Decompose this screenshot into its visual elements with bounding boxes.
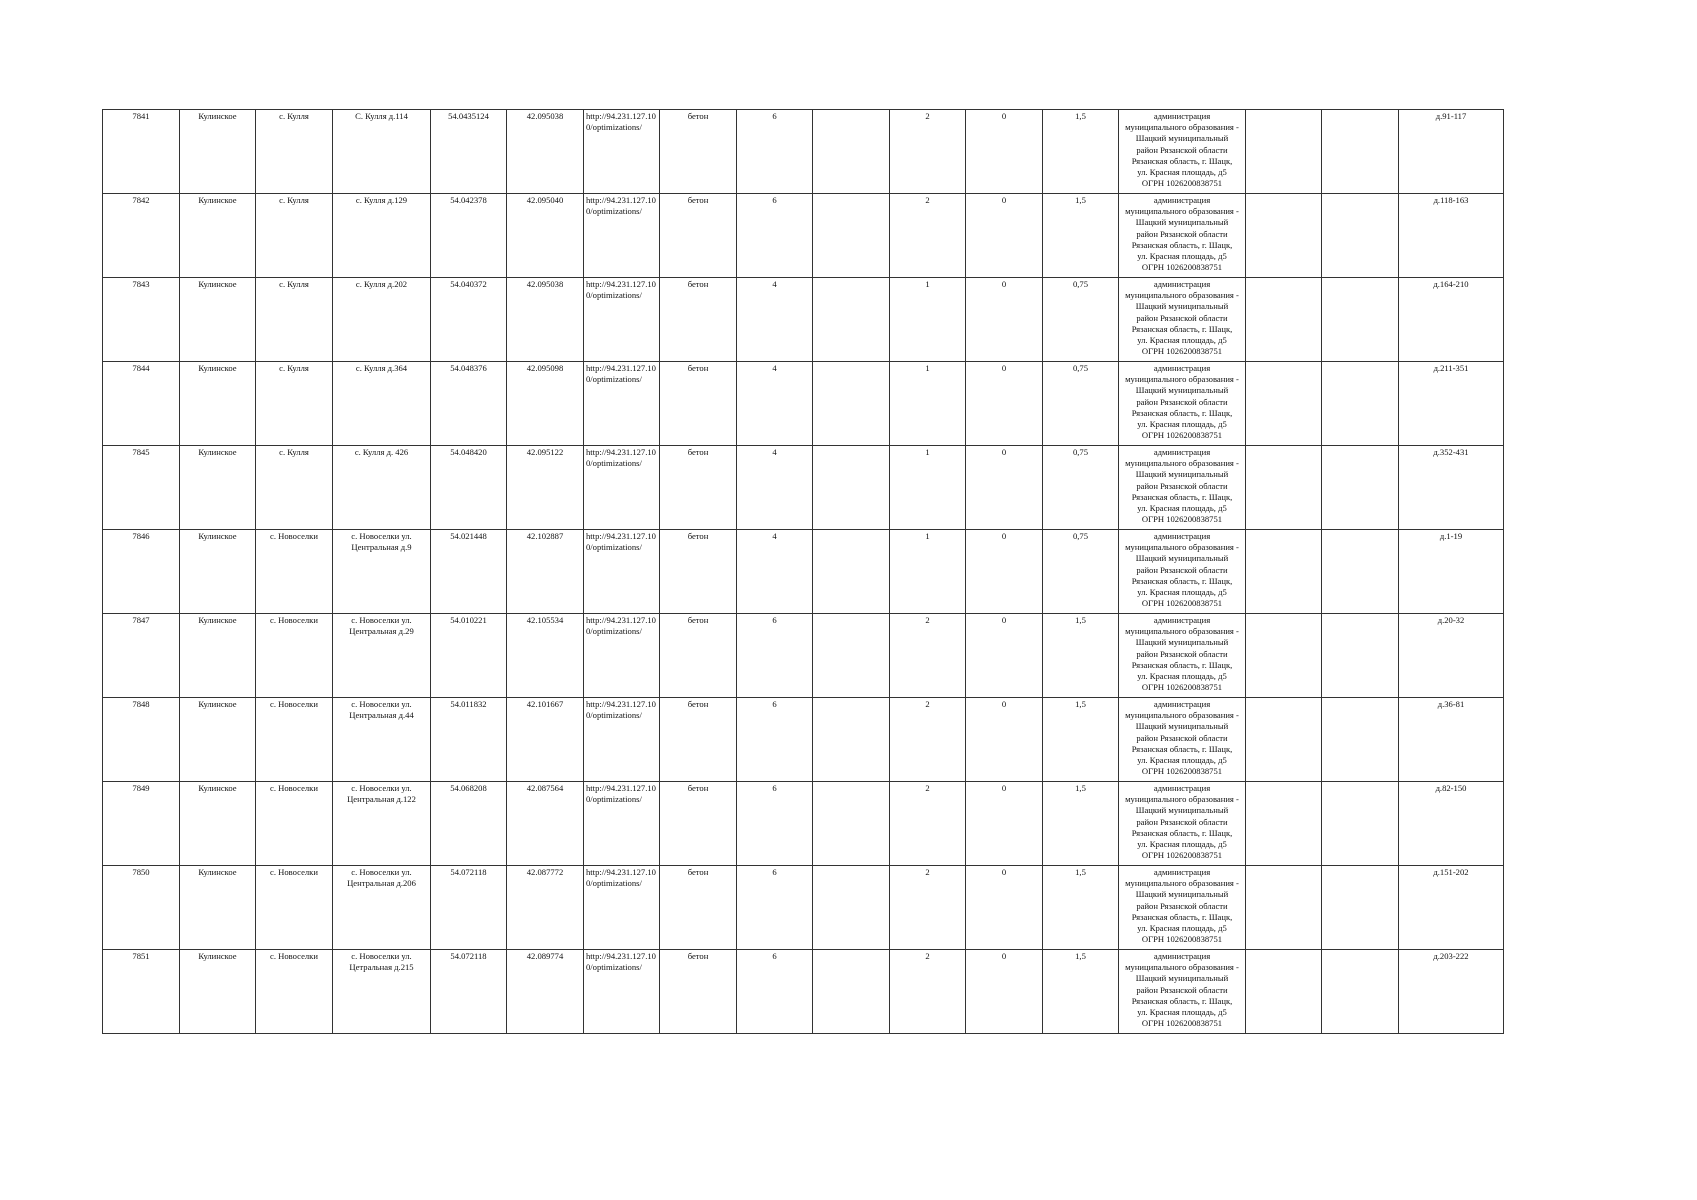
table-row <box>103 866 1504 950</box>
surface-type-cell: бетон <box>660 866 737 950</box>
surface-type-cell: бетон <box>660 278 737 362</box>
container-volume-cell: 1,5 <box>1043 698 1119 782</box>
map-link-cell: http://94.231.127.10 0/optimizations/ <box>584 950 660 1034</box>
record-id-cell: 7843 <box>103 278 180 362</box>
latitude-cell: 54.048420 <box>431 446 507 530</box>
record-id-cell: 7851 <box>103 950 180 1034</box>
surface-type-cell: бетон <box>660 446 737 530</box>
village-cell: с. Новоселки <box>256 950 333 1034</box>
record-id-cell: 7842 <box>103 194 180 278</box>
site-area-cell: 6 <box>737 194 813 278</box>
table-row <box>103 614 1504 698</box>
empty-cell <box>1322 530 1399 614</box>
owner-info-cell: администрация муниципального образования - Шацкий муниципальный район Рязанской области Рязанская область, г. Шацк, ул. Красная площадь, д5 ОГРН 1026200838751 <box>1119 950 1246 1034</box>
empty-cell <box>1246 194 1322 278</box>
container-volume-cell: 1,5 <box>1043 782 1119 866</box>
container-count-cell: 2 <box>890 110 966 194</box>
container-count-cell: 2 <box>890 194 966 278</box>
container-count-cell: 2 <box>890 782 966 866</box>
site-area-cell: 6 <box>737 110 813 194</box>
address-cell: с. Кулля д.364 <box>333 362 431 446</box>
surface-type-cell: бетон <box>660 614 737 698</box>
village-cell: с. Новоселки <box>256 866 333 950</box>
address-cell: с. Новоселки ул. Центральная д.206 <box>333 866 431 950</box>
empty-cell <box>813 782 890 866</box>
empty-cell <box>1322 278 1399 362</box>
surface-type-cell: бетон <box>660 950 737 1034</box>
empty-cell <box>1246 446 1322 530</box>
empty-cell <box>1246 110 1322 194</box>
village-cell: с. Кулля <box>256 446 333 530</box>
owner-info-cell: администрация муниципального образования - Шацкий муниципальный район Рязанской области Рязанская область, г. Шацк, ул. Красная площадь, д5 ОГРН 1026200838751 <box>1119 782 1246 866</box>
address-cell: с. Новоселки ул. Центральная д.122 <box>333 782 431 866</box>
latitude-cell: 54.021448 <box>431 530 507 614</box>
map-link-cell: http://94.231.127.10 0/optimizations/ <box>584 698 660 782</box>
map-link-cell: http://94.231.127.10 0/optimizations/ <box>584 866 660 950</box>
map-link-cell: http://94.231.127.10 0/optimizations/ <box>584 530 660 614</box>
site-area-cell: 6 <box>737 698 813 782</box>
served-houses-cell: д.211-351 <box>1399 362 1504 446</box>
table-row <box>103 362 1504 446</box>
empty-cell <box>1246 362 1322 446</box>
empty-cell <box>1322 110 1399 194</box>
owner-info-cell: администрация муниципального образования - Шацкий муниципальный район Рязанской области Рязанская область, г. Шацк, ул. Красная площадь, д5 ОГРН 1026200838751 <box>1119 194 1246 278</box>
container-volume-cell: 1,5 <box>1043 194 1119 278</box>
longitude-cell: 42.095098 <box>507 362 584 446</box>
settlement-cell: Кулинское <box>180 530 256 614</box>
zero-count-cell: 0 <box>966 614 1043 698</box>
container-volume-cell: 0,75 <box>1043 530 1119 614</box>
longitude-cell: 42.105534 <box>507 614 584 698</box>
site-area-cell: 6 <box>737 950 813 1034</box>
address-cell: с. Новоселки ул. Центральная д.29 <box>333 614 431 698</box>
site-area-cell: 4 <box>737 278 813 362</box>
settlement-cell: Кулинское <box>180 446 256 530</box>
longitude-cell: 42.087772 <box>507 866 584 950</box>
container-count-cell: 2 <box>890 866 966 950</box>
address-cell: с. Кулля д.202 <box>333 278 431 362</box>
empty-cell <box>813 866 890 950</box>
empty-cell <box>1246 782 1322 866</box>
zero-count-cell: 0 <box>966 110 1043 194</box>
longitude-cell: 42.095122 <box>507 446 584 530</box>
empty-cell <box>1322 698 1399 782</box>
empty-cell <box>1322 194 1399 278</box>
container-volume-cell: 1,5 <box>1043 110 1119 194</box>
zero-count-cell: 0 <box>966 866 1043 950</box>
address-cell: с. Новоселки ул. Цетральная д.215 <box>333 950 431 1034</box>
longitude-cell: 42.095040 <box>507 194 584 278</box>
table-row <box>103 698 1504 782</box>
record-id-cell: 7847 <box>103 614 180 698</box>
owner-info-cell: администрация муниципального образования - Шацкий муниципальный район Рязанской области Рязанская область, г. Шацк, ул. Красная площадь, д5 ОГРН 1026200838751 <box>1119 110 1246 194</box>
served-houses-cell: д.151-202 <box>1399 866 1504 950</box>
site-area-cell: 4 <box>737 362 813 446</box>
empty-cell <box>1246 530 1322 614</box>
zero-count-cell: 0 <box>966 446 1043 530</box>
empty-cell <box>1322 866 1399 950</box>
zero-count-cell: 0 <box>966 950 1043 1034</box>
empty-cell <box>1246 866 1322 950</box>
surface-type-cell: бетон <box>660 194 737 278</box>
record-id-cell: 7845 <box>103 446 180 530</box>
latitude-cell: 54.072118 <box>431 866 507 950</box>
address-cell: с. Кулля д.129 <box>333 194 431 278</box>
site-area-cell: 6 <box>737 866 813 950</box>
address-cell: с. Новоселки ул. Центральная д.9 <box>333 530 431 614</box>
latitude-cell: 54.048376 <box>431 362 507 446</box>
zero-count-cell: 0 <box>966 278 1043 362</box>
longitude-cell: 42.102887 <box>507 530 584 614</box>
owner-info-cell: администрация муниципального образования - Шацкий муниципальный район Рязанской области Рязанская область, г. Шацк, ул. Красная площадь, д5 ОГРН 1026200838751 <box>1119 614 1246 698</box>
served-houses-cell: д.164-210 <box>1399 278 1504 362</box>
empty-cell <box>813 614 890 698</box>
registry-table <box>102 109 1504 1034</box>
owner-info-cell: администрация муниципального образования - Шацкий муниципальный район Рязанской области Рязанская область, г. Шацк, ул. Красная площадь, д5 ОГРН 1026200838751 <box>1119 278 1246 362</box>
address-cell: с. Кулля д. 426 <box>333 446 431 530</box>
owner-info-cell: администрация муниципального образования - Шацкий муниципальный район Рязанской области Рязанская область, г. Шацк, ул. Красная площадь, д5 ОГРН 1026200838751 <box>1119 698 1246 782</box>
owner-info-cell: администрация муниципального образования - Шацкий муниципальный район Рязанской области Рязанская область, г. Шацк, ул. Красная площадь, д5 ОГРН 1026200838751 <box>1119 866 1246 950</box>
village-cell: с. Кулля <box>256 194 333 278</box>
served-houses-cell: д.1-19 <box>1399 530 1504 614</box>
village-cell: с. Новоселки <box>256 698 333 782</box>
container-volume-cell: 1,5 <box>1043 950 1119 1034</box>
table-row <box>103 446 1504 530</box>
container-count-cell: 2 <box>890 698 966 782</box>
empty-cell <box>1246 614 1322 698</box>
map-link-cell: http://94.231.127.10 0/optimizations/ <box>584 110 660 194</box>
table-row <box>103 110 1504 194</box>
village-cell: с. Новоселки <box>256 530 333 614</box>
container-volume-cell: 0,75 <box>1043 446 1119 530</box>
surface-type-cell: бетон <box>660 530 737 614</box>
village-cell: с. Новоселки <box>256 782 333 866</box>
served-houses-cell: д.91-117 <box>1399 110 1504 194</box>
settlement-cell: Кулинское <box>180 866 256 950</box>
surface-type-cell: бетон <box>660 782 737 866</box>
container-count-cell: 2 <box>890 950 966 1034</box>
empty-cell <box>1322 950 1399 1034</box>
longitude-cell: 42.101667 <box>507 698 584 782</box>
longitude-cell: 42.095038 <box>507 110 584 194</box>
settlement-cell: Кулинское <box>180 614 256 698</box>
site-area-cell: 4 <box>737 446 813 530</box>
settlement-cell: Кулинское <box>180 362 256 446</box>
map-link-cell: http://94.231.127.10 0/optimizations/ <box>584 194 660 278</box>
table-row <box>103 782 1504 866</box>
empty-cell <box>813 950 890 1034</box>
village-cell: с. Кулля <box>256 362 333 446</box>
owner-info-cell: администрация муниципального образования - Шацкий муниципальный район Рязанской области Рязанская область, г. Шацк, ул. Красная площадь, д5 ОГРН 1026200838751 <box>1119 446 1246 530</box>
latitude-cell: 54.011832 <box>431 698 507 782</box>
served-houses-cell: д.352-431 <box>1399 446 1504 530</box>
table-row <box>103 278 1504 362</box>
longitude-cell: 42.089774 <box>507 950 584 1034</box>
table-body <box>103 110 1504 1034</box>
longitude-cell: 42.095038 <box>507 278 584 362</box>
site-area-cell: 6 <box>737 614 813 698</box>
latitude-cell: 54.068208 <box>431 782 507 866</box>
latitude-cell: 54.072118 <box>431 950 507 1034</box>
address-cell: с. Новоселки ул. Центральная д.44 <box>333 698 431 782</box>
empty-cell <box>1246 698 1322 782</box>
table-row <box>103 950 1504 1034</box>
owner-info-cell: администрация муниципального образования - Шацкий муниципальный район Рязанской области Рязанская область, г. Шацк, ул. Красная площадь, д5 ОГРН 1026200838751 <box>1119 362 1246 446</box>
container-count-cell: 1 <box>890 530 966 614</box>
surface-type-cell: бетон <box>660 698 737 782</box>
empty-cell <box>1246 950 1322 1034</box>
empty-cell <box>813 362 890 446</box>
empty-cell <box>1322 782 1399 866</box>
container-volume-cell: 0,75 <box>1043 278 1119 362</box>
empty-cell <box>1322 446 1399 530</box>
settlement-cell: Кулинское <box>180 698 256 782</box>
empty-cell <box>813 446 890 530</box>
zero-count-cell: 0 <box>966 362 1043 446</box>
served-houses-cell: д.36-81 <box>1399 698 1504 782</box>
village-cell: с. Новоселки <box>256 614 333 698</box>
site-area-cell: 6 <box>737 782 813 866</box>
table-row <box>103 194 1504 278</box>
zero-count-cell: 0 <box>966 530 1043 614</box>
served-houses-cell: д.118-163 <box>1399 194 1504 278</box>
address-cell: С. Кулля д.114 <box>333 110 431 194</box>
empty-cell <box>1322 614 1399 698</box>
village-cell: с. Кулля <box>256 278 333 362</box>
surface-type-cell: бетон <box>660 110 737 194</box>
latitude-cell: 54.010221 <box>431 614 507 698</box>
map-link-cell: http://94.231.127.10 0/optimizations/ <box>584 614 660 698</box>
record-id-cell: 7844 <box>103 362 180 446</box>
latitude-cell: 54.0435124 <box>431 110 507 194</box>
settlement-cell: Кулинское <box>180 278 256 362</box>
record-id-cell: 7846 <box>103 530 180 614</box>
empty-cell <box>1322 362 1399 446</box>
settlement-cell: Кулинское <box>180 110 256 194</box>
empty-cell <box>813 278 890 362</box>
owner-info-cell: администрация муниципального образования - Шацкий муниципальный район Рязанской области Рязанская область, г. Шацк, ул. Красная площадь, д5 ОГРН 1026200838751 <box>1119 530 1246 614</box>
table-row <box>103 530 1504 614</box>
village-cell: с. Кулля <box>256 110 333 194</box>
settlement-cell: Кулинское <box>180 782 256 866</box>
empty-cell <box>813 530 890 614</box>
record-id-cell: 7850 <box>103 866 180 950</box>
settlement-cell: Кулинское <box>180 950 256 1034</box>
map-link-cell: http://94.231.127.10 0/optimizations/ <box>584 446 660 530</box>
container-count-cell: 1 <box>890 278 966 362</box>
served-houses-cell: д.203-222 <box>1399 950 1504 1034</box>
longitude-cell: 42.087564 <box>507 782 584 866</box>
container-count-cell: 1 <box>890 446 966 530</box>
served-houses-cell: д.20-32 <box>1399 614 1504 698</box>
surface-type-cell: бетон <box>660 362 737 446</box>
served-houses-cell: д.82-150 <box>1399 782 1504 866</box>
container-count-cell: 2 <box>890 614 966 698</box>
record-id-cell: 7848 <box>103 698 180 782</box>
latitude-cell: 54.042378 <box>431 194 507 278</box>
empty-cell <box>1246 278 1322 362</box>
container-count-cell: 1 <box>890 362 966 446</box>
zero-count-cell: 0 <box>966 782 1043 866</box>
empty-cell <box>813 194 890 278</box>
empty-cell <box>813 110 890 194</box>
zero-count-cell: 0 <box>966 698 1043 782</box>
map-link-cell: http://94.231.127.10 0/optimizations/ <box>584 362 660 446</box>
container-volume-cell: 1,5 <box>1043 614 1119 698</box>
empty-cell <box>813 698 890 782</box>
record-id-cell: 7849 <box>103 782 180 866</box>
zero-count-cell: 0 <box>966 194 1043 278</box>
site-area-cell: 4 <box>737 530 813 614</box>
map-link-cell: http://94.231.127.10 0/optimizations/ <box>584 278 660 362</box>
container-volume-cell: 1,5 <box>1043 866 1119 950</box>
container-volume-cell: 0,75 <box>1043 362 1119 446</box>
settlement-cell: Кулинское <box>180 194 256 278</box>
latitude-cell: 54.040372 <box>431 278 507 362</box>
record-id-cell: 7841 <box>103 110 180 194</box>
map-link-cell: http://94.231.127.10 0/optimizations/ <box>584 782 660 866</box>
